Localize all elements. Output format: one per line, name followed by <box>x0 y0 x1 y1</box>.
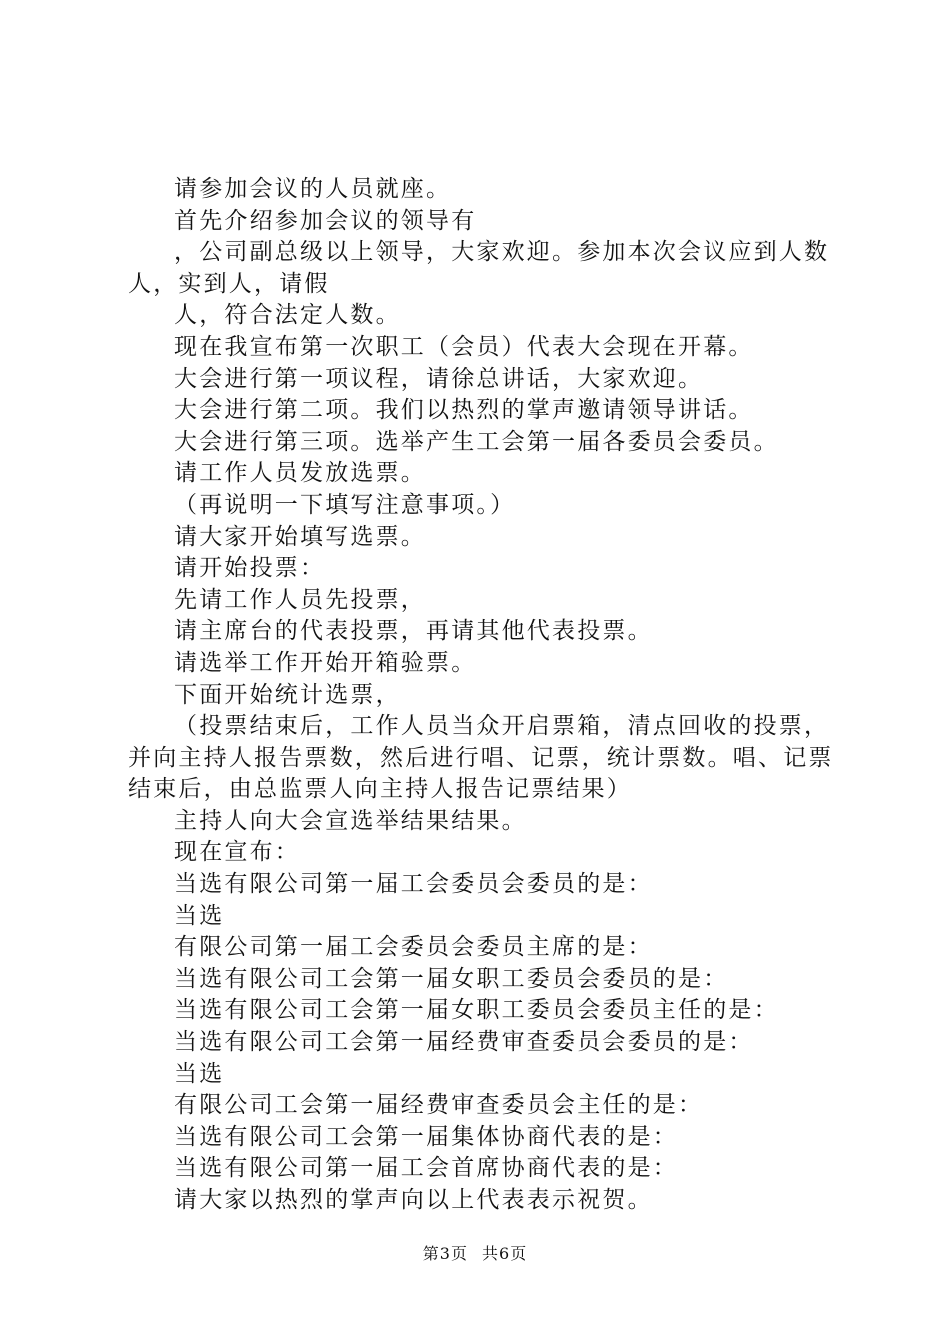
paragraph: 请开始投票： <box>174 555 326 582</box>
paragraph: 当选有限公司工会第一届经费审查委员会委员的是： <box>174 1029 754 1056</box>
page-footer <box>0 1241 950 1264</box>
paragraph: 人，符合法定人数。 <box>174 302 401 329</box>
paragraph: 请工作人员发放选票。 <box>174 460 426 487</box>
paragraph: 当选有限公司第一届工会首席协商代表的是： <box>174 1155 678 1182</box>
paragraph: 主持人向大会宣选举结果结果。 <box>174 807 527 834</box>
paragraph: 有限公司工会第一届经费审查委员会主任的是： <box>174 1092 704 1119</box>
paragraph: 现在宣布： <box>174 839 300 866</box>
page-number: 第3页 <box>422 1244 468 1263</box>
paragraph: 大会进行第二项。我们以热烈的掌声邀请领导讲话。 <box>174 397 754 424</box>
paragraph: （再说明一下填写注意事项。） <box>174 491 516 518</box>
document-body <box>128 174 840 1217</box>
paragraph: 请参加会议的人员就座。 <box>174 176 452 202</box>
paragraph: 请大家开始填写选票。 <box>174 523 426 550</box>
paragraph: ，公司副总级以上领导，大家欢迎。参加本次会议应到人数人，实到人，请假 <box>128 239 830 297</box>
paragraph: 当选有限公司工会第一届集体协商代表的是： <box>174 1123 678 1150</box>
paragraph: 大会进行第一项议程，请徐总讲话，大家欢迎。 <box>174 365 704 392</box>
page-total: 共6页 <box>482 1244 528 1263</box>
paragraph: （投票结束后，工作人员当众开启票箱，清点回收的投票，并向主持人报告票数，然后进行唱、记票，统计票数。唱、记票结束后，由总监票人向主持人报告记票结果） <box>128 713 834 803</box>
paragraph: 现在我宣布第一次职工（会员）代表大会现在开幕。 <box>174 333 754 360</box>
paragraph: 先请工作人员先投票， <box>174 586 426 613</box>
paragraph: 当选有限公司工会第一届女职工委员会委员的是： <box>174 965 729 992</box>
paragraph: 请主席台的代表投票，再请其他代表投票。 <box>174 618 653 645</box>
paragraph: 请选举工作开始开箱验票。 <box>174 649 477 676</box>
paragraph: 当选 <box>174 1060 225 1087</box>
paragraph: 当选有限公司第一届工会委员会委员的是： <box>174 871 653 898</box>
paragraph: 请大家以热烈的掌声向以上代表表示祝贺。 <box>174 1187 653 1213</box>
paragraph: 有限公司第一届工会委员会委员主席的是： <box>174 934 653 961</box>
paragraph: 当选 <box>174 902 225 929</box>
paragraph: 首先介绍参加会议的领导有 <box>174 207 477 234</box>
paragraph: 当选有限公司工会第一届女职工委员会委员主任的是： <box>174 997 779 1024</box>
paragraph: 下面开始统计选票， <box>174 681 401 708</box>
paragraph: 大会进行第三项。选举产生工会第一届各委员会委员。 <box>174 428 779 455</box>
